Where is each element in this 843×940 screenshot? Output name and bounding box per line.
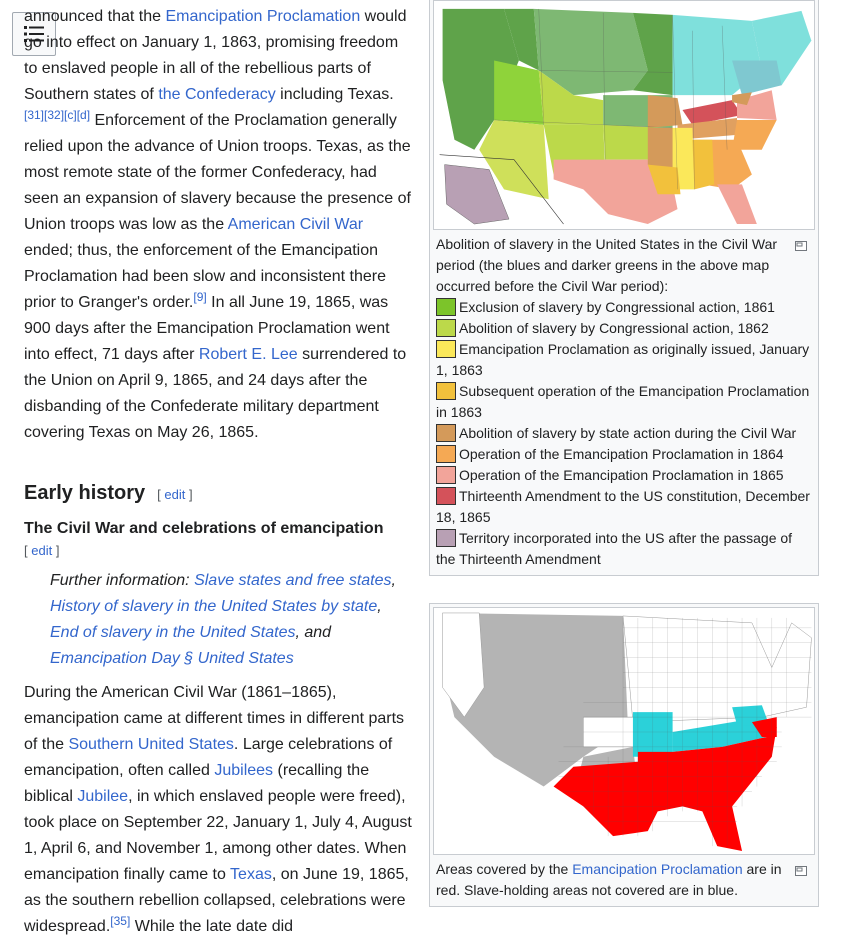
figure-caption xyxy=(433,230,815,572)
link-slave-states[interactable]: Slave states and free states xyxy=(194,572,392,589)
legend-item xyxy=(436,381,812,423)
figure-caption: Areas covered by the Emancipation Proclamation are in red. Slave-holding areas not covered are in blue. xyxy=(433,855,815,903)
section-edit: [ edit ] xyxy=(157,487,193,502)
legend-swatch xyxy=(436,445,456,463)
legend-swatch xyxy=(436,340,456,358)
citation-32[interactable]: [32] xyxy=(44,108,65,122)
section-heading-early-history xyxy=(24,479,414,509)
legend-swatch xyxy=(436,382,456,400)
legend-item xyxy=(436,423,812,444)
enlarge-icon[interactable] xyxy=(795,236,807,257)
text: would go into effect on January 1, 1863, promising freedom to enslaved people in all of the rebellious parts of Southern states of xyxy=(24,8,407,103)
legend-item xyxy=(436,444,812,465)
citation-9[interactable]: [9] xyxy=(193,290,207,304)
link-american-civil-war[interactable]: American Civil War xyxy=(227,216,364,233)
legend-label: Abolition of slavery by state action during the Civil War xyxy=(459,425,797,441)
legend-label: Abolition of slavery by Congressional action, 1862 xyxy=(459,320,769,336)
link-robert-e-lee[interactable]: Robert E. Lee xyxy=(198,346,298,363)
legend-item xyxy=(436,528,812,570)
article-body xyxy=(24,4,414,940)
legend-item xyxy=(436,465,812,486)
legend-label: Operation of the Emancipation Proclamation in 1864 xyxy=(459,446,784,462)
citation-35[interactable]: [35] xyxy=(110,914,131,928)
legend-label: Emancipation Proclamation as originally issued, January 1, 1863 xyxy=(436,341,810,378)
legend-swatch xyxy=(436,487,456,505)
legend-item xyxy=(436,318,812,339)
enlarge-icon[interactable] xyxy=(795,861,807,882)
note-c[interactable]: [c] xyxy=(64,108,77,122)
link-emancipation-proclamation[interactable]: Emancipation Proclamation xyxy=(165,8,361,25)
legend-label: Territory incorporated into the US after the passage of the Thirteenth Amendment xyxy=(436,530,793,567)
link-texas[interactable]: Texas xyxy=(230,866,272,883)
legend-swatch xyxy=(436,319,456,337)
figure-emancipation-map xyxy=(429,603,819,907)
subsection-edit: [ edit ] xyxy=(24,543,60,558)
caption-link-emancipation-proclamation[interactable]: Emancipation Proclamation xyxy=(572,861,743,877)
legend-label: Subsequent operation of the Emancipation Proclamation in 1863 xyxy=(436,383,810,420)
link-southern-united-states[interactable]: Southern United States xyxy=(68,736,234,753)
legend-item xyxy=(436,297,812,318)
citation-31[interactable]: [31] xyxy=(24,108,45,122)
text: In all June 19, 1865, was 900 days after the Emancipation Proclamation went into effect, 71 days after xyxy=(24,294,390,363)
hatnote-further-information: Further information: Slave states and free states, History of slavery in the United States by state, End of slavery in the United States, and Emancipation Day § United States xyxy=(50,572,396,667)
text: ended; thus, the enforcement of the Emancipation Proclamation had been slow and inconsistent there prior to Granger's order. xyxy=(24,242,386,311)
text: Enforcement of the Proclamation generally relied upon the advance of Union troops. Texas, as the most remote state of the former Confederacy, had seen an expansion of slavery because the presence of Union troops was low as the xyxy=(24,112,411,233)
text: surrendered to the Union on April 9, 1865, and 24 days after the disbanding of the Confederate military department covering Texas on May 26, 1865. xyxy=(24,346,407,441)
legend-swatch xyxy=(436,529,456,547)
citation-group xyxy=(24,108,90,122)
paragraph-2: During the American Civil War (1861–1865), emancipation came at different times in different parts of the Southern United States. Large celebrations of emancipation, often called Jubilees (recalling the biblical Jubilee, in which enslaved people were freed), took place on September 22, January 1, July 4, August 1, April 6, and November 1, among other dates. When emancipation finally came to Texas, on June 19, 1865, as the southern rebellion collapsed, celebrations were widespread.[35] While the late date did xyxy=(24,684,412,935)
legend-swatch xyxy=(436,466,456,484)
legend-swatch xyxy=(436,298,456,316)
link-history-of-slavery-by-state[interactable]: History of slavery in the United States by state xyxy=(50,598,378,615)
emancipation-map-image[interactable] xyxy=(433,607,815,855)
edit-section-link[interactable]: edit xyxy=(164,487,186,502)
edit-subsection-link[interactable]: edit xyxy=(31,543,53,558)
legend-label: Thirteenth Amendment to the US constitution, December 18, 1865 xyxy=(436,488,810,525)
legend-swatch xyxy=(436,424,456,442)
legend-item xyxy=(436,486,812,528)
legend-label: Operation of the Emancipation Proclamation in 1865 xyxy=(459,467,784,483)
link-emancipation-day[interactable]: Emancipation Day § United States xyxy=(50,650,294,667)
caption-text: Abolition of slavery in the United States in the Civil War period (the blues and darker greens in the above map occurred before the Civil War period): xyxy=(436,236,778,294)
legend-label: Exclusion of slavery by Congressional action, 1861 xyxy=(459,299,775,315)
section-title: Early history xyxy=(24,482,146,504)
link-the-confederacy[interactable]: the Confederacy xyxy=(158,86,276,103)
text: including Texas. xyxy=(275,86,394,103)
map-legend xyxy=(436,297,812,570)
paragraph-1 xyxy=(24,4,414,446)
link-jubilee[interactable]: Jubilee xyxy=(77,788,129,805)
abolition-map-image[interactable] xyxy=(433,0,815,230)
link-end-of-slavery[interactable]: End of slavery in the United States xyxy=(50,624,296,641)
legend-item xyxy=(436,339,812,381)
text: announced that the xyxy=(24,8,166,25)
figure-abolition-map xyxy=(429,0,819,576)
link-jubilees[interactable]: Jubilees xyxy=(214,762,274,779)
note-d[interactable]: [d] xyxy=(76,108,91,122)
subsection-heading: The Civil War and celebrations of emancipation xyxy=(24,520,384,537)
